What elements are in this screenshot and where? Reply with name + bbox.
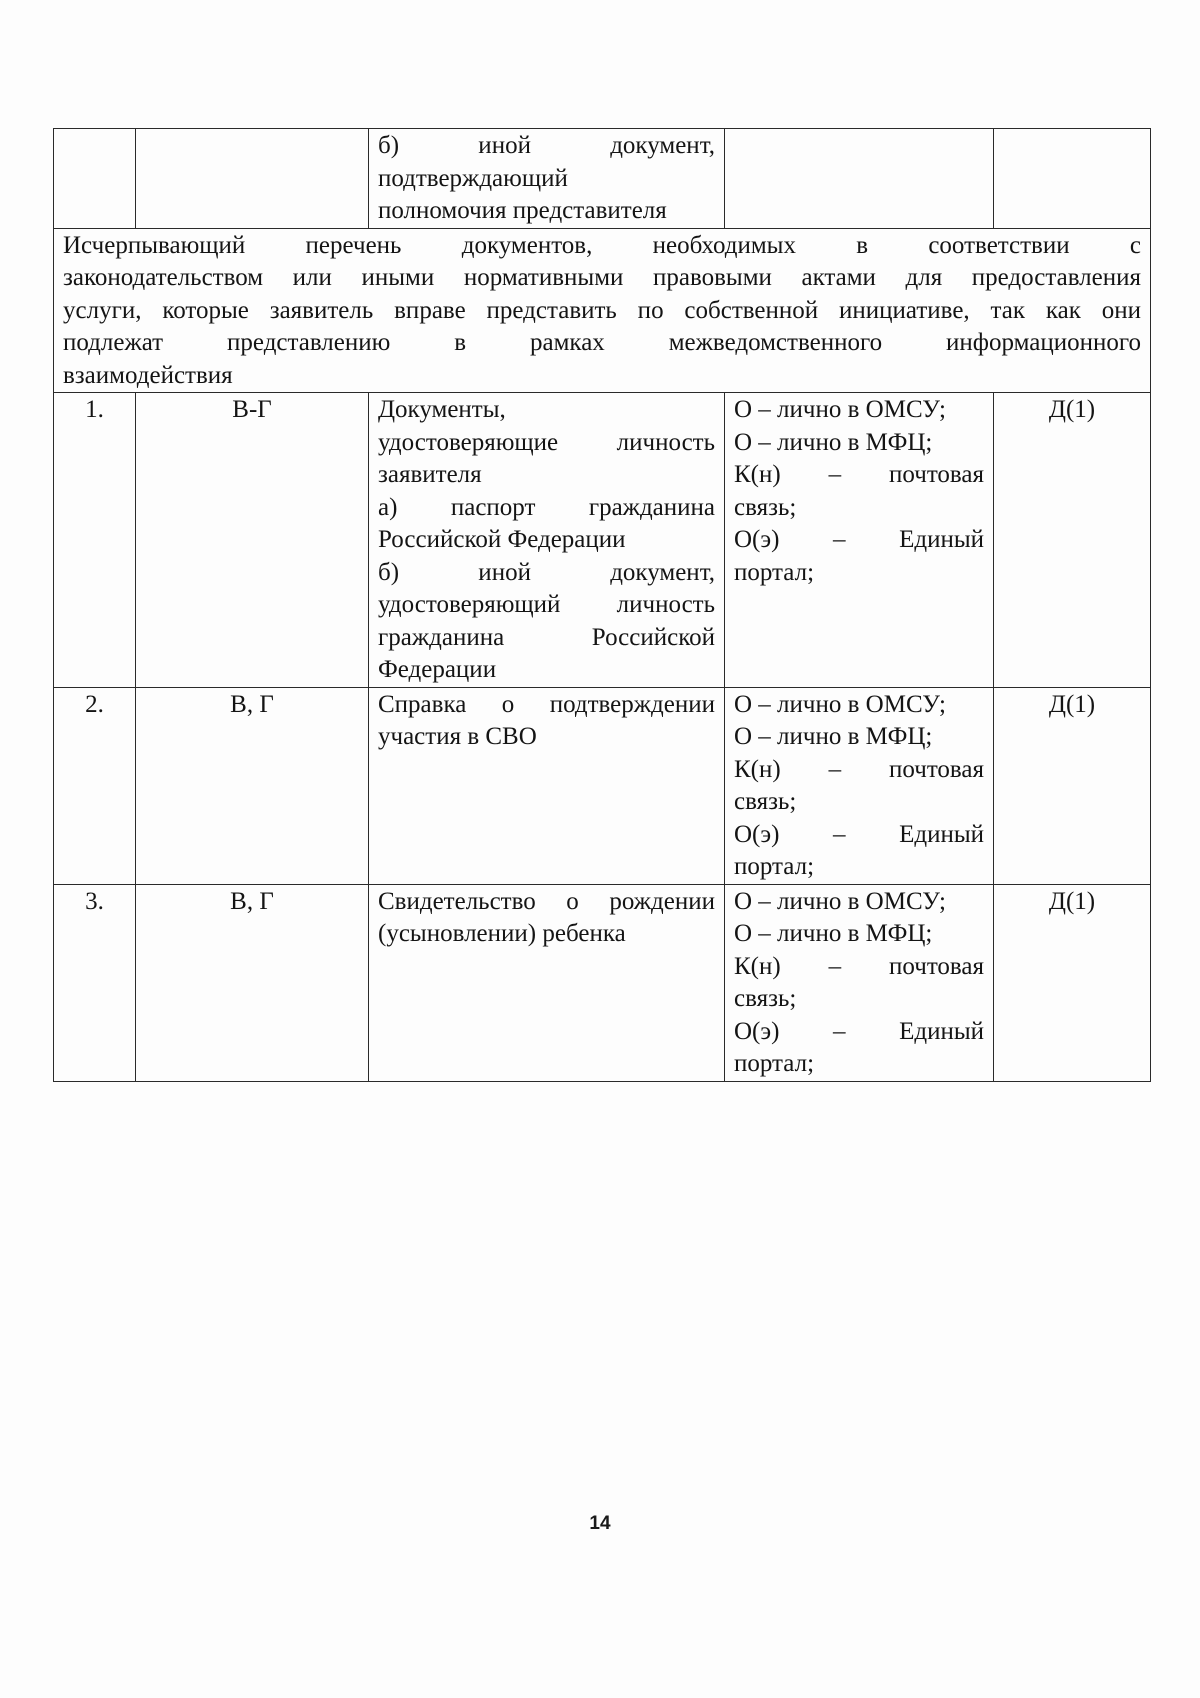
document-line: Документы, <box>378 396 506 423</box>
code-cell <box>994 129 1151 229</box>
document-line: участия в СВО <box>378 723 537 750</box>
method-line: К(н) – почтовая <box>734 952 984 980</box>
section-header-line: взаимодействия <box>63 361 233 389</box>
method-line: О – лично в ОМСУ; <box>734 887 946 915</box>
row-submission-method <box>725 884 994 1081</box>
section-header-line: Исчерпывающий перечень документов, необходимых в соответствии с <box>63 231 1141 259</box>
row-number: 3. <box>54 884 136 1081</box>
continuation-row <box>54 129 1151 229</box>
row-submission-method <box>725 393 994 688</box>
row-code: Д(1) <box>994 393 1151 688</box>
document-line: гражданина Российской <box>378 623 715 651</box>
row-category: В-Г <box>136 393 369 688</box>
row-code: Д(1) <box>994 687 1151 884</box>
row-documents <box>369 393 725 688</box>
document-line: удостоверяющий личность <box>378 591 715 618</box>
method-line: О(э) – Единый <box>734 526 984 553</box>
document-line: Свидетельство о рождении <box>378 887 715 915</box>
section-header-row <box>54 228 1151 393</box>
document-line: б) иной документ, <box>378 132 715 159</box>
method-line: К(н) – почтовая <box>734 755 984 783</box>
method-line: связь; <box>734 493 797 521</box>
method-line: О(э) – Единый <box>734 820 984 848</box>
method-line: О – лично в МФЦ; <box>734 920 933 947</box>
document-line: удостоверяющие личность <box>378 428 715 456</box>
row-number: 1. <box>54 393 136 688</box>
row-submission-method <box>725 687 994 884</box>
document-line: Российской Федерации <box>378 526 626 553</box>
section-header <box>54 228 1151 393</box>
document-line: подтверждающий <box>378 164 568 192</box>
method-line: О – лично в МФЦ; <box>734 723 933 750</box>
document-line: полномочия представителя <box>378 197 667 224</box>
method-cell <box>725 129 994 229</box>
document-cell <box>369 129 725 229</box>
row-number: 2. <box>54 687 136 884</box>
category-cell <box>136 129 369 229</box>
row-category: В, Г <box>136 687 369 884</box>
method-line: О – лично в МФЦ; <box>734 428 933 456</box>
section-header-line: услуги, которые заявитель вправе представить по собственной инициативе, так как они <box>63 296 1141 324</box>
table-row <box>54 884 1151 1081</box>
method-line: О(э) – Единый <box>734 1017 984 1045</box>
method-line: О – лично в ОМСУ; <box>734 690 946 718</box>
method-line: К(н) – почтовая <box>734 461 984 488</box>
number-cell <box>54 129 136 229</box>
document-line: Справка о подтверждении <box>378 690 715 718</box>
table-row <box>54 393 1151 688</box>
document-line: Федерации <box>378 656 497 683</box>
section-header-line: подлежат представлению в рамках межведомственного информационного <box>63 329 1141 356</box>
document-line: (усыновлении) ребенка <box>378 920 626 947</box>
document-line: заявителя <box>378 461 482 488</box>
section-header-line: законодательством или иными нормативными правовыми актами для предоставления <box>63 264 1141 291</box>
document-line: а) паспорт гражданина <box>378 493 715 521</box>
documents-table <box>53 128 1151 1082</box>
method-line: портал; <box>734 558 815 586</box>
table-row <box>54 687 1151 884</box>
document-line: б) иной документ, <box>378 558 715 586</box>
row-code: Д(1) <box>994 884 1151 1081</box>
method-line: портал; <box>734 853 815 880</box>
method-line: связь; <box>734 788 797 815</box>
method-line: связь; <box>734 985 797 1012</box>
row-documents <box>369 687 725 884</box>
row-category: В, Г <box>136 884 369 1081</box>
page-number: 14 <box>589 1513 611 1534</box>
method-line: портал; <box>734 1050 815 1077</box>
method-line: О – лично в ОМСУ; <box>734 396 946 423</box>
row-documents <box>369 884 725 1081</box>
table-rows <box>54 393 1151 1082</box>
